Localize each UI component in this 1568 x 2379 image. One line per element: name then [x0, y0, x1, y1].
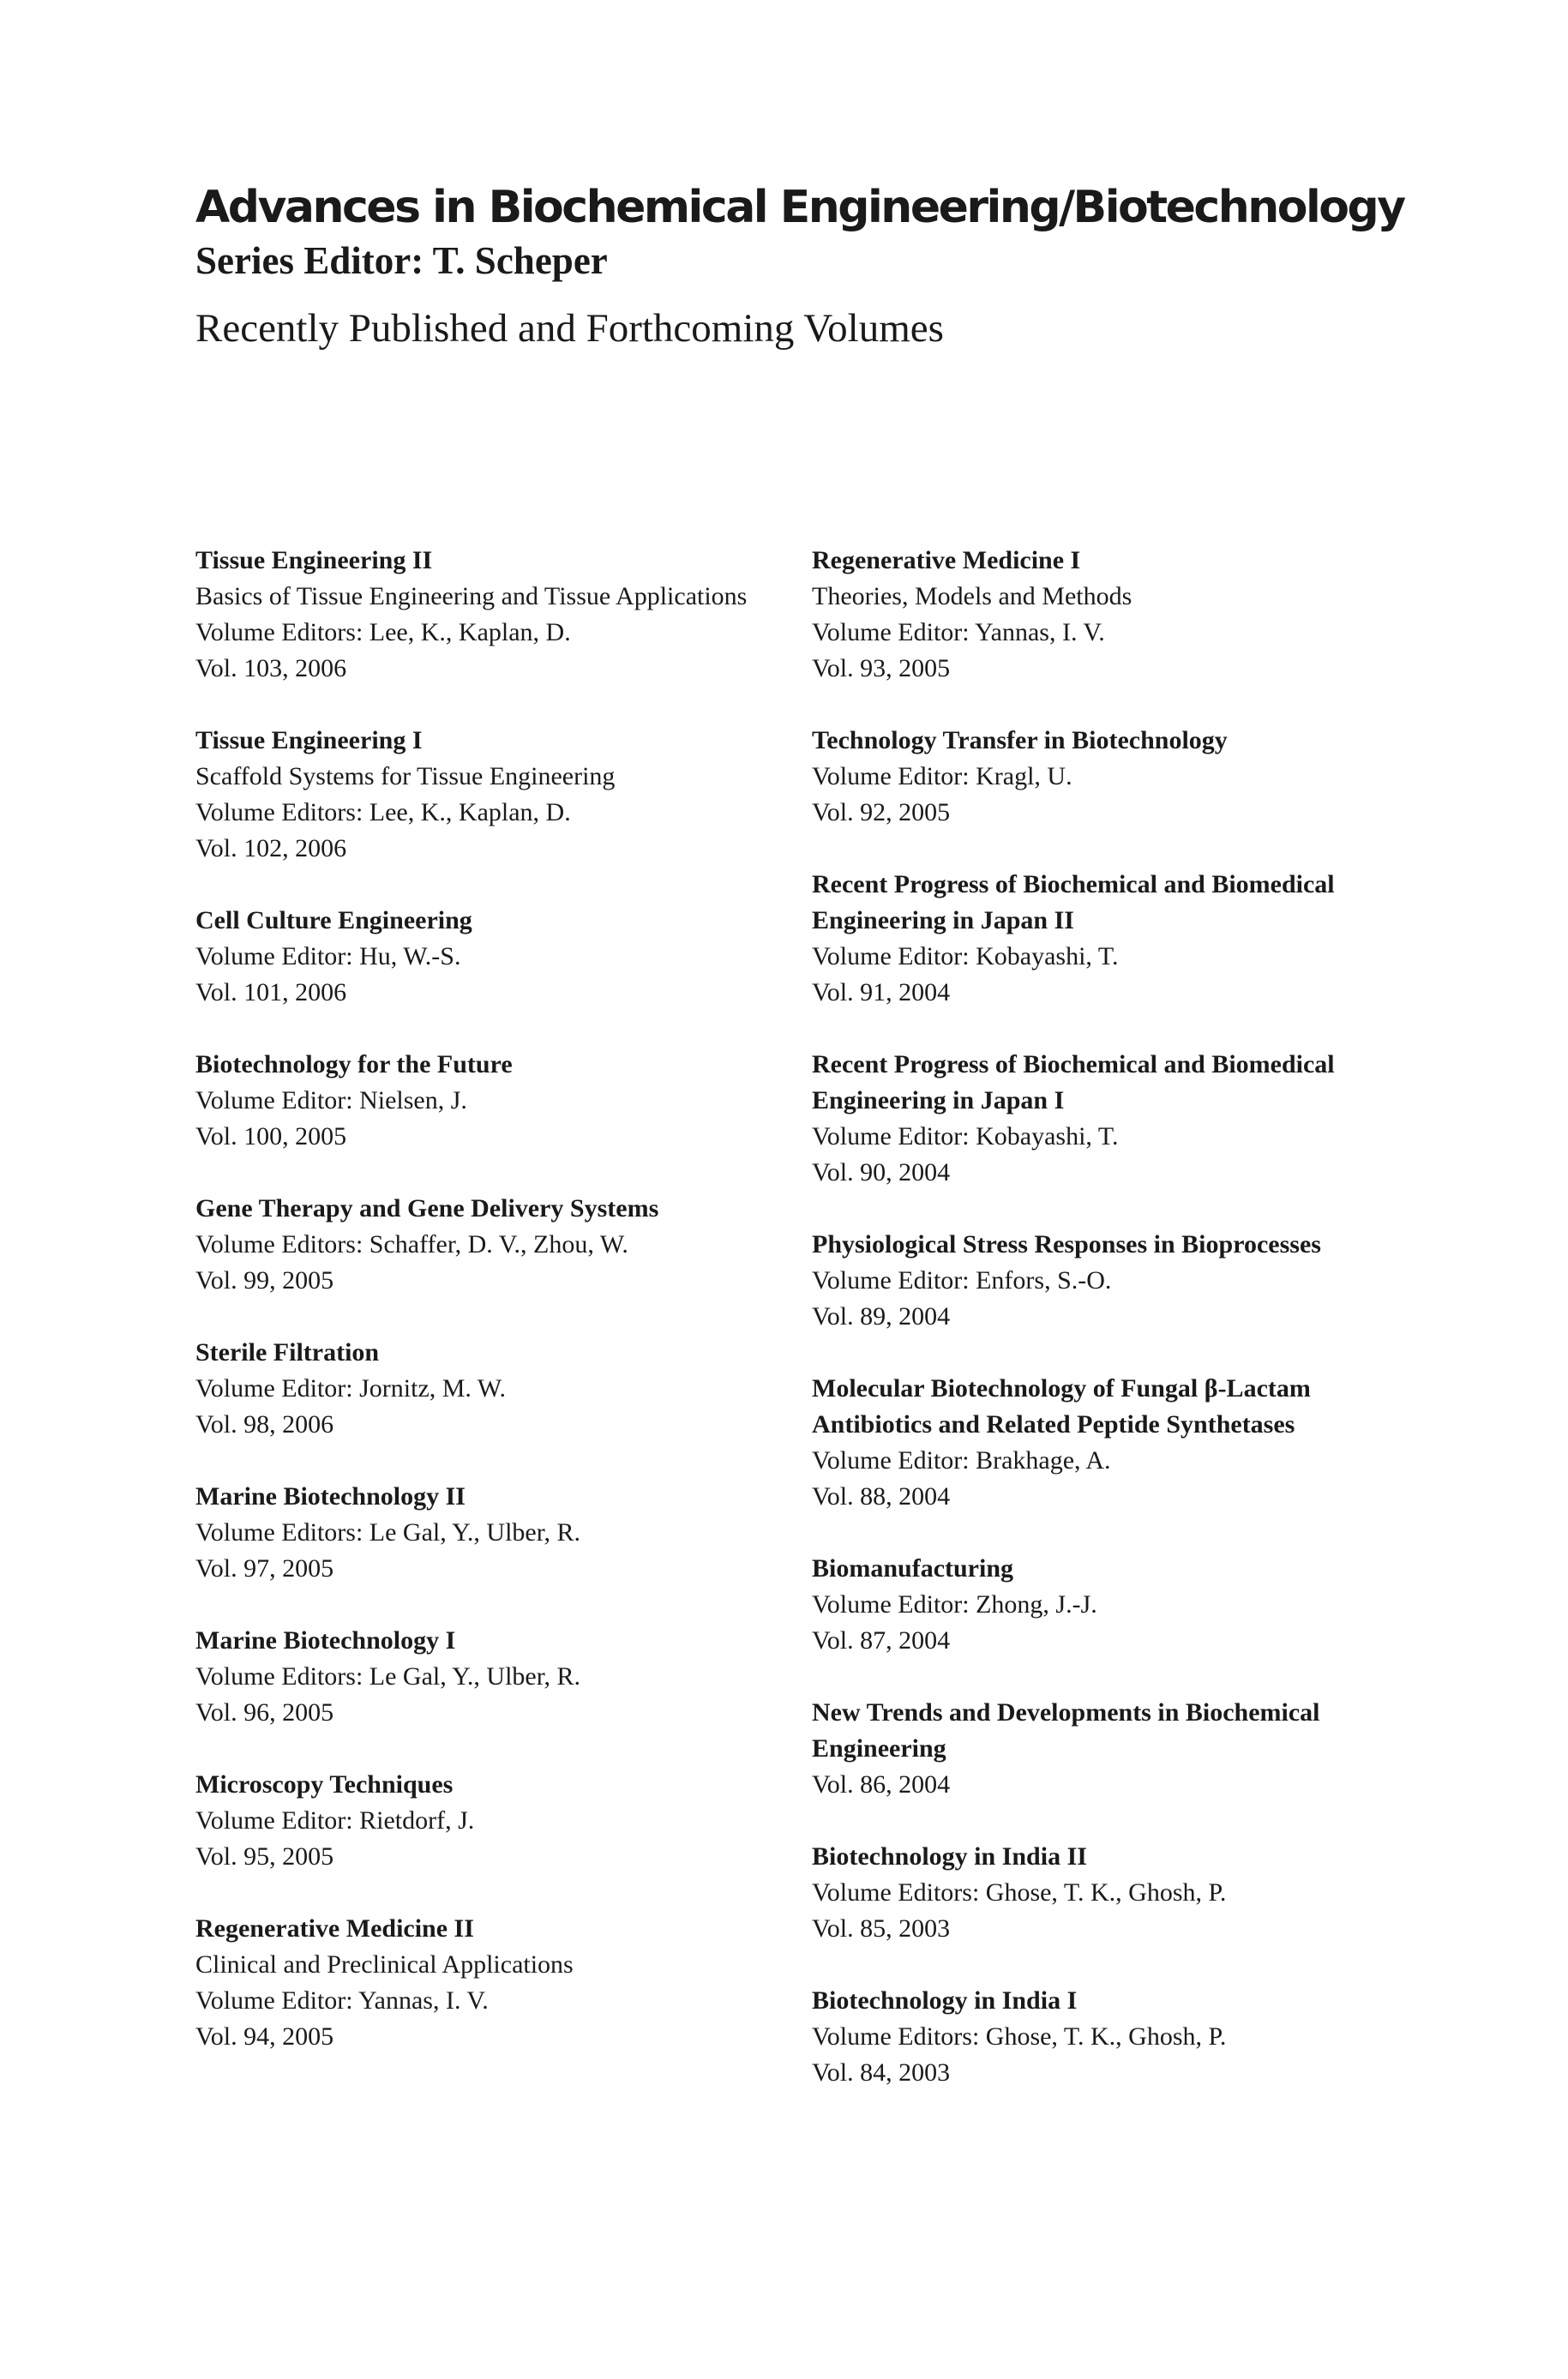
volume-detail-line: Volume Editor: Kragl, U. — [812, 762, 1072, 790]
volume-title: Cell Culture Engineering — [195, 906, 472, 934]
volume-detail-line: Volume Editor: Nielsen, J. — [195, 1086, 467, 1114]
volume-detail-line: Vol. 93, 2005 — [812, 654, 951, 682]
volume-detail-line: Vol. 98, 2006 — [195, 1410, 334, 1439]
volume-detail-line: Volume Editors: Schaffer, D. V., Zhou, W. — [195, 1230, 628, 1259]
series-title: Advances in Biochemical Engineering/Biotechnology — [195, 182, 1404, 233]
volume-entry — [812, 543, 1429, 687]
volume-title: Marine Biotechnology I — [195, 1626, 456, 1655]
volume-detail-line: Volume Editor: Kobayashi, T. — [812, 1122, 1119, 1150]
volume-detail-line: Vol. 100, 2005 — [195, 1122, 347, 1150]
volume-title: Recent Progress of Biochemical and Biomedical Engineering in Japan II — [812, 870, 1335, 934]
volume-detail-line: Vol. 89, 2004 — [812, 1302, 951, 1331]
volume-title: Tissue Engineering I — [195, 726, 423, 754]
volume-entry — [195, 543, 813, 687]
volume-detail-line: Volume Editors: Le Gal, Y., Ulber, R. — [195, 1518, 581, 1547]
left-volume-column — [195, 543, 813, 2091]
volume-entry — [812, 867, 1429, 1011]
volume-title: Sterile Filtration — [195, 1338, 380, 1367]
volume-title: Biotechnology in India II — [812, 1842, 1087, 1871]
volume-title: Technology Transfer in Biotechnology — [812, 726, 1228, 754]
volume-detail-line: Volume Editor: Rietdorf, J. — [195, 1806, 475, 1835]
volume-entry — [195, 1335, 813, 1443]
volume-title: New Trends and Developments in Biochemical Engineering — [812, 1698, 1320, 1763]
volume-detail-line: Vol. 92, 2005 — [812, 798, 951, 826]
volume-detail-line: Volume Editors: Le Gal, Y., Ulber, R. — [195, 1662, 581, 1691]
volume-detail-line: Volume Editor: Hu, W.-S. — [195, 942, 461, 970]
volume-detail-line: Vol. 99, 2005 — [195, 1266, 334, 1295]
page-header — [195, 182, 1413, 353]
volume-detail-line: Volume Editor: Kobayashi, T. — [812, 942, 1119, 970]
volume-entry — [195, 1191, 813, 1299]
volume-detail-line: Clinical and Preclinical Applications — [195, 1950, 574, 1979]
volume-entry — [195, 1479, 813, 1587]
volume-detail-line: Basics of Tissue Engineering and Tissue Applications — [195, 582, 748, 610]
volume-title: Regenerative Medicine II — [195, 1914, 474, 1943]
volume-title: Recent Progress of Biochemical and Biomedical Engineering in Japan I — [812, 1050, 1335, 1114]
volume-detail-line: Volume Editor: Enfors, S.-O. — [812, 1266, 1112, 1295]
volume-detail-line: Vol. 101, 2006 — [195, 978, 347, 1006]
volume-detail-line: Volume Editors: Lee, K., Kaplan, D. — [195, 618, 571, 646]
volume-detail-line: Volume Editor: Zhong, J.-J. — [812, 1590, 1097, 1619]
volume-detail-line: Volume Editor: Yannas, I. V. — [812, 618, 1105, 646]
volume-title: Physiological Stress Responses in Bioprocesses — [812, 1230, 1321, 1259]
volume-detail-line: Theories, Models and Methods — [812, 582, 1132, 610]
volume-title: Microscopy Techniques — [195, 1770, 454, 1799]
volume-detail-line: Vol. 91, 2004 — [812, 978, 951, 1006]
volume-detail-line: Vol. 86, 2004 — [812, 1770, 951, 1799]
volume-title: Marine Biotechnology II — [195, 1482, 466, 1511]
volume-entry — [812, 1551, 1429, 1659]
series-subtitle: Recently Published and Forthcoming Volumes — [195, 306, 944, 351]
volume-detail-line: Vol. 103, 2006 — [195, 654, 347, 682]
volume-entry — [195, 903, 813, 1011]
volume-detail-line: Volume Editor: Jornitz, M. W. — [195, 1374, 506, 1403]
volume-title: Regenerative Medicine I — [812, 546, 1081, 574]
volume-title: Biotechnology in India I — [812, 1986, 1078, 2015]
volume-detail-line: Vol. 90, 2004 — [812, 1158, 951, 1186]
volume-entry — [812, 1983, 1429, 2091]
volume-detail-line: Vol. 85, 2003 — [812, 1914, 951, 1943]
volume-title: Biomanufacturing — [812, 1554, 1014, 1583]
volume-entry — [195, 1623, 813, 1731]
volume-entry — [195, 1047, 813, 1155]
volume-entry — [812, 1839, 1429, 1947]
volume-title: Tissue Engineering II — [195, 546, 433, 574]
volume-detail-line: Scaffold Systems for Tissue Engineering — [195, 762, 616, 790]
volume-detail-line: Vol. 95, 2005 — [195, 1842, 334, 1871]
volume-detail-line: Vol. 94, 2005 — [195, 2022, 334, 2051]
volume-detail-line: Vol. 102, 2006 — [195, 834, 347, 862]
volume-title: Biotechnology for the Future — [195, 1050, 513, 1078]
volume-title: Molecular Biotechnology of Fungal β-Lactam Antibiotics and Related Peptide Synthetases — [812, 1374, 1311, 1439]
volume-title: Gene Therapy and Gene Delivery Systems — [195, 1194, 659, 1223]
series-editor: Series Editor: T. Scheper — [195, 239, 608, 282]
volume-detail-line: Vol. 88, 2004 — [812, 1482, 951, 1511]
volume-detail-line: Volume Editors: Lee, K., Kaplan, D. — [195, 798, 571, 826]
right-volume-column — [812, 543, 1429, 2127]
volume-entry — [812, 723, 1429, 831]
volume-detail-line: Volume Editors: Ghose, T. K., Ghosh, P. — [812, 1878, 1227, 1907]
volume-detail-line: Volume Editors: Ghose, T. K., Ghosh, P. — [812, 2022, 1227, 2051]
volume-entry — [812, 1227, 1429, 1335]
volume-entry — [195, 1767, 813, 1875]
volume-entry — [812, 1695, 1429, 1803]
volume-detail-line: Vol. 96, 2005 — [195, 1698, 334, 1727]
volume-entry — [812, 1047, 1429, 1191]
volume-detail-line: Volume Editor: Yannas, I. V. — [195, 1986, 489, 2015]
volume-detail-line: Volume Editor: Brakhage, A. — [812, 1446, 1111, 1475]
volume-detail-line: Vol. 97, 2005 — [195, 1554, 334, 1583]
volume-detail-line: Vol. 84, 2003 — [812, 2058, 951, 2087]
volume-entry — [195, 1911, 813, 2055]
volume-detail-line: Vol. 87, 2004 — [812, 1626, 951, 1655]
volume-entry — [195, 723, 813, 867]
volume-entry — [812, 1371, 1429, 1515]
